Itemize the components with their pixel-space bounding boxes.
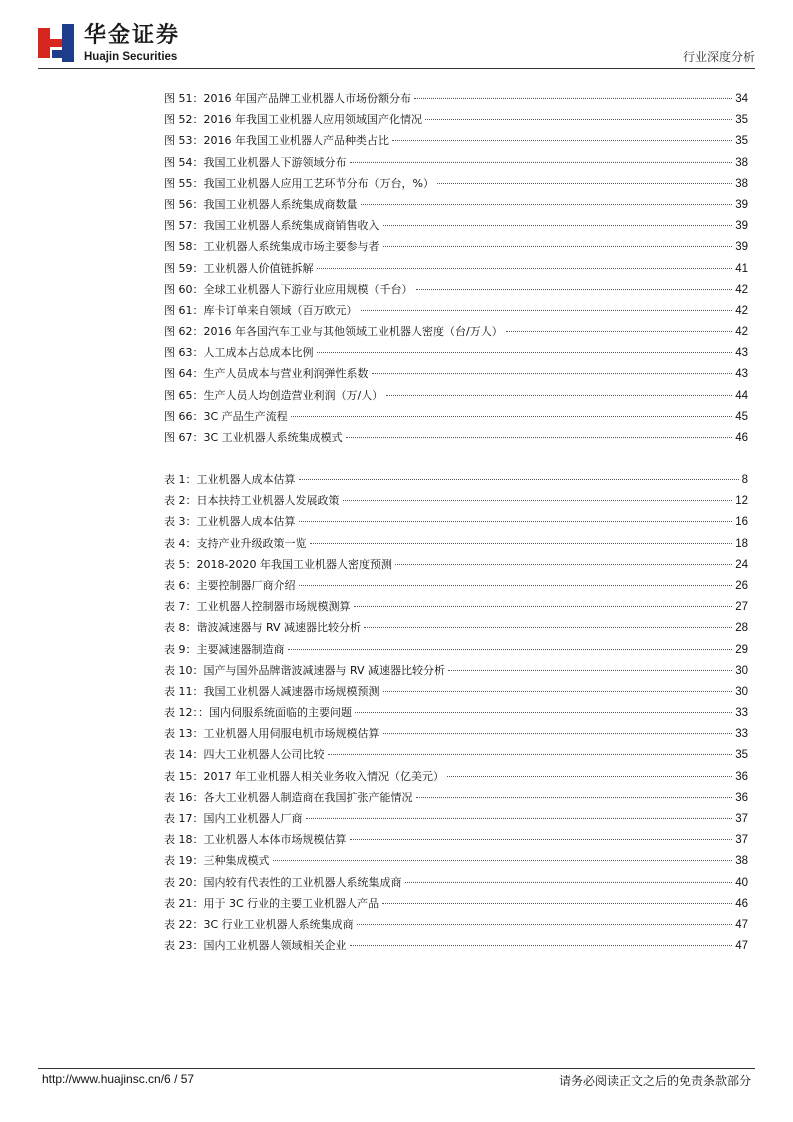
dot-leader xyxy=(299,521,733,522)
figure-entry[interactable] xyxy=(164,300,748,321)
dot-leader xyxy=(372,373,733,374)
dot-leader xyxy=(383,225,733,226)
table-entry-page-number: 28 xyxy=(735,622,748,635)
dot-leader xyxy=(383,733,733,734)
dot-leader xyxy=(306,818,733,819)
dot-leader xyxy=(288,649,733,650)
table-entry-label: 表 20：国内较有代表性的工业机器人系统集成商 xyxy=(164,875,402,889)
figure-entry-label: 图 53：2016 年我国工业机器人产品种类占比 xyxy=(164,134,389,148)
table-entry[interactable] xyxy=(164,639,748,660)
figure-entry[interactable] xyxy=(164,279,748,300)
dot-leader xyxy=(354,606,733,607)
header-divider xyxy=(38,68,755,69)
dot-leader xyxy=(361,310,733,311)
figure-entry-label: 图 58：工业机器人系统集成市场主要参与者 xyxy=(164,240,380,254)
table-entry-page-number: 46 xyxy=(735,897,748,910)
figure-entry-label: 图 54：我国工业机器人下游领域分布 xyxy=(164,155,347,169)
table-entry-page-number: 18 xyxy=(735,537,748,550)
figure-entry[interactable] xyxy=(164,152,748,173)
figure-entry[interactable] xyxy=(164,109,748,130)
table-entry-page-number: 26 xyxy=(735,579,748,592)
table-entry-label: 表 19：三种集成模式 xyxy=(164,854,270,868)
figure-entry-page-number: 38 xyxy=(735,177,748,190)
figure-entry-label: 图 52：2016 年我国工业机器人应用领域国产化情况 xyxy=(164,113,422,127)
figure-entry[interactable] xyxy=(164,194,748,215)
table-entry-label: 表 11：我国工业机器人减速器市场规模预测 xyxy=(164,684,380,698)
figure-entry-page-number: 34 xyxy=(735,93,748,105)
figure-entry-page-number: 43 xyxy=(735,368,748,381)
table-entry-page-number: 36 xyxy=(735,791,748,804)
table-entry-label: 表 15：2017 年工业机器人相关业务收入情况（亿美元） xyxy=(164,769,444,783)
dot-leader xyxy=(416,797,733,798)
figure-entry-label: 图 61：库卡订单来自领域（百万欧元） xyxy=(164,303,358,317)
table-entry[interactable] xyxy=(164,469,748,490)
figure-entry[interactable] xyxy=(164,363,748,384)
figure-entry[interactable] xyxy=(164,88,748,109)
table-entry-page-number: 37 xyxy=(735,834,748,847)
table-entry[interactable] xyxy=(164,596,748,617)
page-header xyxy=(38,22,755,70)
dot-leader xyxy=(361,204,733,205)
table-entry-label: 表 7：工业机器人控制器市场规模测算 xyxy=(164,600,351,614)
figure-entry-page-number: 41 xyxy=(735,262,748,275)
footer-disclaimer: 请务必阅读正文之后的免责条款部分 xyxy=(558,1074,751,1088)
table-entry-page-number: 36 xyxy=(735,770,748,783)
dot-leader xyxy=(383,691,733,692)
table-entry-label: 表 16：各大工业机器人制造商在我国扩张产能情况 xyxy=(164,790,413,804)
table-entry[interactable] xyxy=(164,533,748,554)
figure-entry[interactable] xyxy=(164,173,748,194)
dot-leader xyxy=(364,627,732,628)
figure-entry-label: 图 62：2016 年各国汽车工业与其他领域工业机器人密度（台/万人） xyxy=(164,325,503,339)
table-entry-page-number: 30 xyxy=(735,664,748,677)
dot-leader xyxy=(414,98,732,99)
figure-entry[interactable] xyxy=(164,130,748,151)
table-entry[interactable] xyxy=(164,766,748,787)
table-entry-page-number: 47 xyxy=(735,918,748,931)
figure-entry-page-number: 44 xyxy=(735,389,748,402)
table-entry-label: 表 2：日本扶持工业机器人发展政策 xyxy=(164,494,340,508)
figure-entry-label: 图 67：3C 工业机器人系统集成模式 xyxy=(164,431,343,444)
figure-entry-page-number: 39 xyxy=(735,198,748,211)
dot-leader xyxy=(382,903,732,904)
table-entry-page-number: 35 xyxy=(735,749,748,762)
dot-leader xyxy=(425,119,732,120)
figure-entry[interactable] xyxy=(164,236,748,257)
figure-entry-label: 图 60：全球工业机器人下游行业应用规模（千台） xyxy=(164,282,413,296)
figure-entry-label: 图 65：生产人员人均创造营业利润（万/人） xyxy=(164,388,384,402)
dot-leader xyxy=(383,246,733,247)
figure-entry-label: 图 59：工业机器人价值链拆解 xyxy=(164,261,314,275)
table-entry-page-number: 27 xyxy=(735,601,748,614)
dot-leader xyxy=(310,543,733,544)
dot-leader xyxy=(299,585,733,586)
table-entry[interactable] xyxy=(164,744,748,765)
dot-leader xyxy=(395,564,732,565)
table-entry[interactable] xyxy=(164,681,748,702)
table-entry-label: 表 8：谐波减速器与 RV 减速器比较分析 xyxy=(164,621,362,635)
dot-leader xyxy=(392,140,732,141)
table-entry-label: 表 12：：国内伺服系统面临的主要问题 xyxy=(164,706,352,720)
figure-entry-page-number: 35 xyxy=(735,135,748,148)
table-entry-label: 表 5：2018-2020 年我国工业机器人密度预测 xyxy=(164,557,392,571)
table-entry-page-number: 38 xyxy=(735,855,748,868)
figure-entry-page-number: 39 xyxy=(735,241,748,254)
table-entry-label: 表 22：3C 行业工业机器人系统集成商 xyxy=(164,917,354,931)
footer-divider xyxy=(38,1068,755,1069)
table-entry[interactable] xyxy=(164,723,748,744)
table-entry-label: 表 1：工业机器人成本估算 xyxy=(164,473,296,486)
table-entry-label: 表 18：工业机器人本体市场规模估算 xyxy=(164,833,347,847)
dot-leader xyxy=(350,945,733,946)
table-entry[interactable] xyxy=(164,702,748,723)
table-entry-page-number: 33 xyxy=(735,728,748,741)
dot-leader xyxy=(355,712,732,713)
table-entry[interactable] xyxy=(164,935,748,956)
table-entry-page-number: 24 xyxy=(735,558,748,571)
figure-entry-label: 图 56：我国工业机器人系统集成商数量 xyxy=(164,197,358,211)
dot-leader xyxy=(350,162,733,163)
logo-chinese-name: 华金证券 xyxy=(84,23,181,48)
report-type: 行业深度分析 xyxy=(682,50,755,64)
table-entry-label: 表 10：国产与国外品牌谐波减速器与 RV 减速器比较分析 xyxy=(164,663,446,677)
table-entry-label: 表 21：用于 3C 行业的主要工业机器人产品 xyxy=(164,896,380,910)
dot-leader xyxy=(317,268,733,269)
dot-leader xyxy=(317,352,733,353)
table-entry[interactable] xyxy=(164,914,748,935)
table-entry[interactable] xyxy=(164,554,748,575)
table-entry-page-number: 40 xyxy=(735,876,748,889)
figure-entry-label: 图 55：我国工业机器人应用工艺环节分布（万台，%） xyxy=(164,176,434,190)
dot-leader xyxy=(447,776,732,777)
figure-entry[interactable] xyxy=(164,406,748,427)
dot-leader xyxy=(405,882,733,883)
table-entry-label: 表 17：国内工业机器人厂商 xyxy=(164,812,303,825)
table-entry[interactable] xyxy=(164,893,748,914)
table-entry-page-number: 30 xyxy=(735,685,748,698)
figure-entry[interactable] xyxy=(164,385,748,406)
figure-entry[interactable] xyxy=(164,258,748,279)
figure-entry-label: 图 63：人工成本占总成本比例 xyxy=(164,346,314,360)
huajin-logo-icon xyxy=(38,24,76,62)
figure-entry-label: 图 66：3C 产品生产流程 xyxy=(164,409,288,423)
table-entry-label: 表 4：支持产业升级政策一览 xyxy=(164,536,307,550)
dot-leader xyxy=(350,839,733,840)
company-logo xyxy=(38,22,258,66)
table-list xyxy=(164,469,748,956)
table-entry[interactable] xyxy=(164,511,748,532)
figure-entry-label: 图 64：生产人员成本与营业利润弹性系数 xyxy=(164,367,369,381)
table-entry-page-number: 47 xyxy=(735,940,748,953)
figure-entry-page-number: 42 xyxy=(735,326,748,339)
dot-leader xyxy=(437,183,732,184)
dot-leader xyxy=(416,289,733,290)
dot-leader xyxy=(357,924,733,925)
table-entry[interactable] xyxy=(164,829,748,850)
logo-english-name: Huajin Securities xyxy=(84,51,178,63)
figure-entry-page-number: 38 xyxy=(735,156,748,169)
dot-leader xyxy=(328,754,733,755)
figure-entry-page-number: 35 xyxy=(735,114,748,127)
figure-entry-page-number: 45 xyxy=(735,410,748,423)
figure-entry[interactable] xyxy=(164,321,748,342)
dot-leader xyxy=(386,395,732,396)
table-entry-page-number: 12 xyxy=(735,495,748,508)
table-entry-page-number: 29 xyxy=(735,643,748,656)
figure-list xyxy=(164,88,748,448)
table-entry[interactable] xyxy=(164,575,748,596)
table-entry[interactable] xyxy=(164,660,748,681)
dot-leader xyxy=(273,860,733,861)
table-entry-label: 表 23：国内工业机器人领域相关企业 xyxy=(164,939,347,953)
figure-entry-page-number: 39 xyxy=(735,220,748,233)
footer-url-page[interactable]: http://www.huajinsc.cn/6 / 57 xyxy=(42,1072,195,1086)
table-entry-label: 表 3：工业机器人成本估算 xyxy=(164,515,296,529)
dot-leader xyxy=(343,500,733,501)
table-entry-label: 表 9：主要减速器制造商 xyxy=(164,642,285,656)
table-entry[interactable] xyxy=(164,808,748,829)
figure-entry-label: 图 57：我国工业机器人系统集成商销售收入 xyxy=(164,219,380,233)
table-entry[interactable] xyxy=(164,872,748,893)
figure-entry[interactable] xyxy=(164,427,748,448)
dot-leader xyxy=(448,670,732,671)
figure-entry-page-number: 46 xyxy=(735,432,748,444)
figure-entry[interactable] xyxy=(164,215,748,236)
figure-entry[interactable] xyxy=(164,342,748,363)
dot-leader xyxy=(299,479,739,480)
figure-entry-page-number: 42 xyxy=(735,304,748,317)
figure-entry-label: 图 51：2016 年国产品牌工业机器人市场份额分布 xyxy=(164,92,411,105)
table-entry-page-number: 8 xyxy=(741,474,748,486)
dot-leader xyxy=(291,416,733,417)
table-entry[interactable] xyxy=(164,850,748,871)
figure-entry-page-number: 42 xyxy=(735,283,748,296)
dot-leader xyxy=(506,331,733,332)
dot-leader xyxy=(346,437,733,438)
table-entry-page-number: 37 xyxy=(735,813,748,825)
table-entry[interactable] xyxy=(164,490,748,511)
table-entry-label: 表 14：四大工业机器人公司比较 xyxy=(164,748,325,762)
table-entry-label: 表 6：主要控制器厂商介绍 xyxy=(164,578,296,592)
table-entry-label: 表 13：工业机器人用伺服电机市场规模估算 xyxy=(164,727,380,741)
table-entry[interactable] xyxy=(164,617,748,638)
table-entry-page-number: 16 xyxy=(735,516,748,529)
figure-entry-page-number: 43 xyxy=(735,347,748,360)
table-entry[interactable] xyxy=(164,787,748,808)
table-entry-page-number: 33 xyxy=(735,707,748,720)
